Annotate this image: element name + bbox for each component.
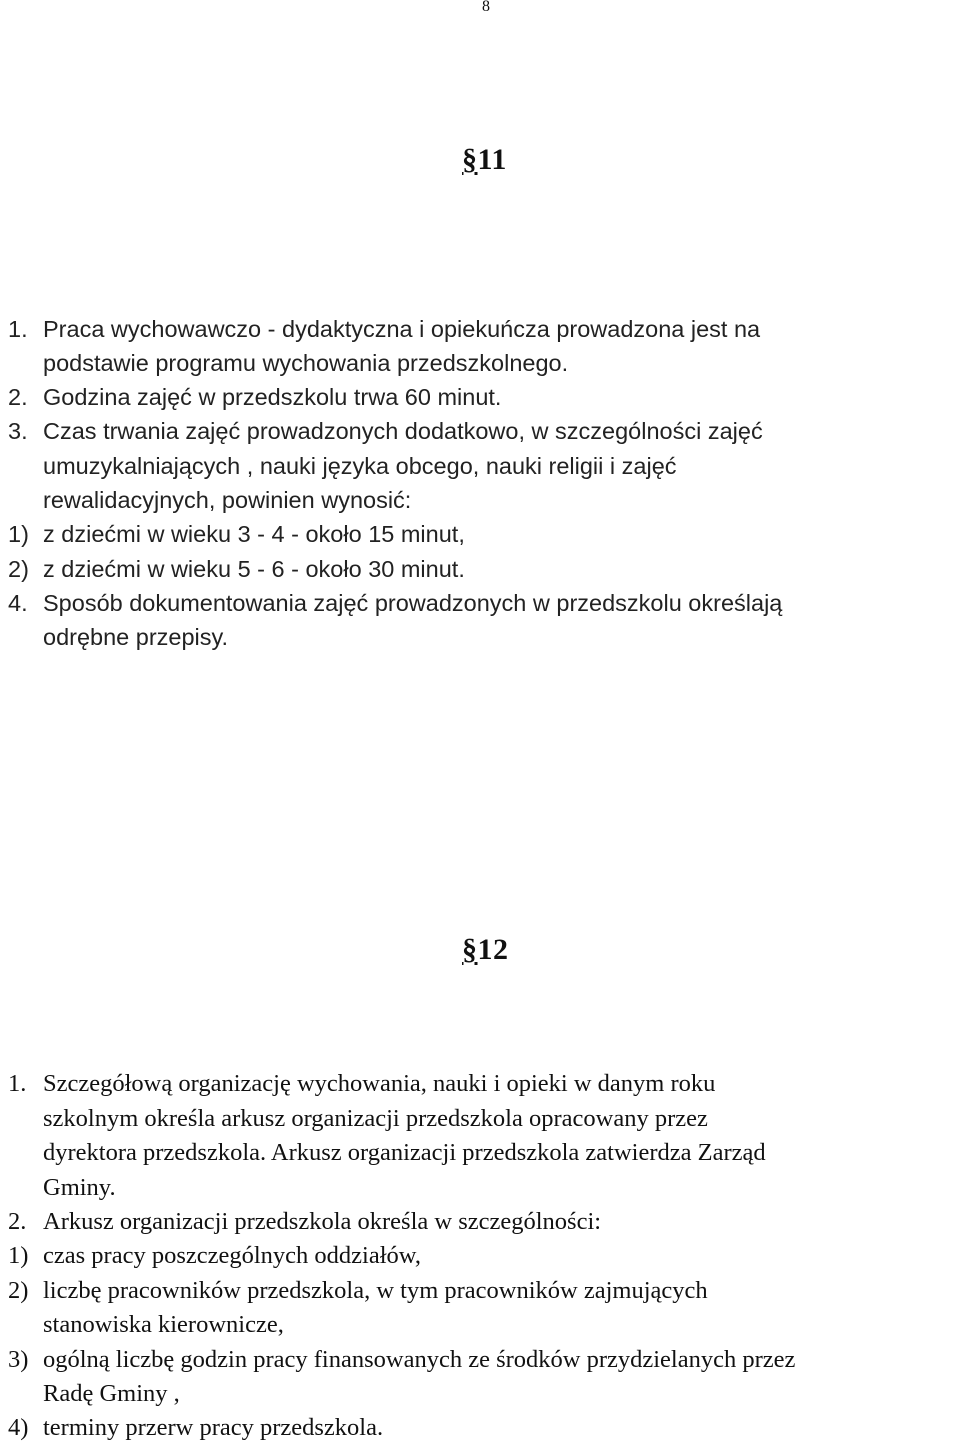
item-text: podstawie programu wychowania przedszkolnego. — [43, 350, 569, 376]
section-number: 12 — [477, 933, 509, 966]
paragraph-line — [8, 420, 763, 444]
section-symbol: § — [462, 933, 478, 966]
item-text: liczbę pracowników przedszkola, w tym pracowników zajmujących — [43, 1277, 708, 1304]
section-number: 11 — [477, 143, 507, 176]
item-text: rewalidacyjnych, powinien wynosić: — [43, 487, 412, 513]
item-number: 1) — [8, 1242, 29, 1269]
paragraph-line — [8, 1416, 383, 1441]
paragraph-line — [43, 455, 677, 479]
paragraph-line — [43, 352, 568, 376]
item-text: Godzina zajęć w przedszkolu trwa 60 minut. — [43, 384, 502, 410]
paragraph-line — [8, 318, 760, 342]
paragraph-line — [43, 1107, 708, 1132]
paragraph-line — [8, 1348, 795, 1373]
paragraph-line — [43, 1382, 180, 1407]
item-number: 1. — [8, 1070, 27, 1097]
item-text: Gminy. — [43, 1174, 116, 1201]
item-text: terminy przerw pracy przedszkola. — [43, 1414, 384, 1441]
paragraph-line — [8, 1072, 715, 1097]
item-text: umuzykalniających , nauki języka obcego, nauki religii i zajęć — [43, 453, 677, 479]
paragraph-line — [8, 523, 465, 547]
item-text: czas pracy poszczególnych oddziałów, — [43, 1242, 421, 1269]
item-number: 2. — [8, 1208, 27, 1235]
paragraph-line — [43, 1176, 116, 1201]
item-text: Szczegółową organizację wychowania, nauki i opieki w danym roku — [43, 1070, 716, 1097]
paragraph-line — [8, 592, 782, 616]
item-number: 1. — [8, 316, 28, 342]
paragraph-line — [8, 1210, 601, 1235]
paragraph-line — [8, 1279, 708, 1304]
item-number: 2. — [8, 384, 28, 410]
item-number: 2) — [8, 1277, 29, 1304]
paragraph-line — [8, 1244, 421, 1269]
item-text: odrębne przepisy. — [43, 624, 229, 650]
item-text: z dziećmi w wieku 5 - 6 - około 30 minut. — [43, 556, 465, 582]
section-heading-11 — [462, 143, 507, 177]
item-number: 2) — [8, 556, 29, 582]
item-text: szkolnym określa arkusz organizacji przedszkola opracowany przez — [43, 1105, 708, 1132]
item-text: Sposób dokumentowania zajęć prowadzonych w przedszkolu określają — [43, 590, 783, 616]
item-text: ogólną liczbę godzin pracy finansowanych ze środków przydzielanych przez — [43, 1346, 796, 1373]
item-text: Praca wychowawczo - dydaktyczna i opiekuńcza prowadzona jest na — [43, 316, 761, 342]
item-text: stanowiska kierownicze, — [43, 1311, 284, 1338]
paragraph-line — [43, 1141, 766, 1166]
item-number: 3) — [8, 1346, 29, 1373]
item-number: 4. — [8, 590, 28, 616]
item-number: 1) — [8, 521, 29, 547]
paragraph-line — [43, 626, 228, 650]
paragraph-line — [8, 386, 501, 410]
page-number: 8 — [482, 0, 490, 15]
paragraph-line — [43, 489, 411, 513]
section-symbol: § — [462, 143, 478, 176]
item-text: z dziećmi w wieku 3 - 4 - około 15 minut, — [43, 521, 465, 547]
item-text: Czas trwania zajęć prowadzonych dodatkowo, w szczególności zajęć — [43, 418, 763, 444]
item-text: Radę Gminy , — [43, 1380, 180, 1407]
item-text: Arkusz organizacji przedszkola określa w szczególności: — [43, 1208, 602, 1235]
paragraph-line — [43, 1313, 284, 1338]
item-number: 4) — [8, 1414, 29, 1441]
item-number: 3. — [8, 418, 28, 444]
item-text: dyrektora przedszkola. Arkusz organizacji przedszkola zatwierdza Zarząd — [43, 1139, 766, 1166]
section-heading-12 — [462, 933, 509, 967]
paragraph-line — [8, 558, 465, 582]
